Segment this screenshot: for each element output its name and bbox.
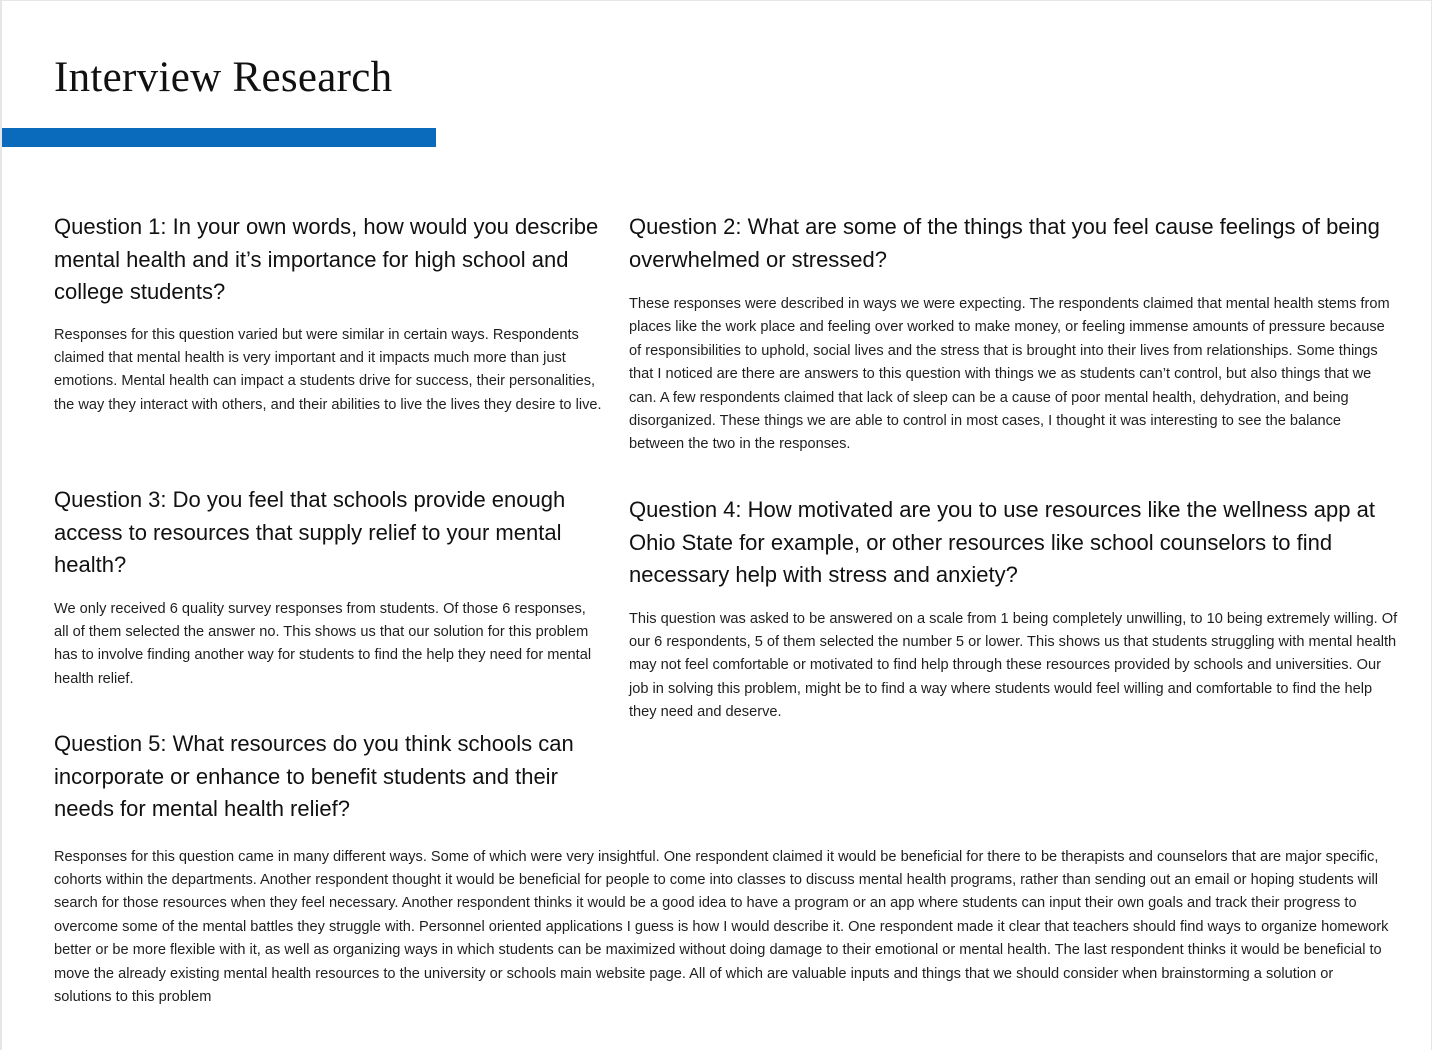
question-2-heading: Question 2: What are some of the things that you feel cause feelings of being overwhelmed or stressed? (629, 214, 1380, 272)
question-4-heading: Question 4: How motivated are you to use resources like the wellness app at Ohio State for example, or other resources like school counselors to find necessary help with stress and anxiety? (629, 497, 1375, 587)
page-border-top (0, 0, 1432, 1)
question-5-response: Responses for this question came in many different ways. Some of which were very insightful. One respondent claimed it would be beneficial for there to be therapists and counselors that are major specific, cohorts within the departments. Another respondent thought it would be beneficial for people to come into classes to discuss mental health programs, rather than sending out an email or hoping students will search for those resources when they feel necessary. Another respondent thinks it would be a good idea to have a program or an app where students can input their own goals and track their progress to overcome some of the mental battles they struggle with. Personnel oriented applications I guess is how I would describe it. One respondent made it clear that teachers should find ways to organize homework better or be more flexible with it, as well as organizing ways in which students can be maximized without doing damage to their emotional or mental health. The last respondent thinks it would be beneficial to move the already existing mental health resources to the university or schools main website page. All of which are valuable inputs and things that we should consider when brainstorming a solution or solutions to this problem (54, 848, 1389, 1005)
title-accent-bar (2, 128, 436, 147)
question-1-response: Responses for this question varied but were similar in certain ways. Respondents claimed that mental health is very important and it impacts much more than just emotions. Mental health can impact a students drive for success, their personalities, the way they interact with others, and their abilities to live the lives they desire to live. (54, 326, 602, 413)
page-border-left (0, 0, 2, 1050)
question-4-response: This question was asked to be answered on a scale from 1 being completely unwilling, to 10 being extremely willing. Of our 6 respondents, 5 of them selected the number 5 or lower. This shows us that students struggling with mental health may not feel comfortable or motivated to find help through these resources provided by schools and universities. Our job in solving this problem, might be to find a way where students would feel willing and comfortable to find the help they need and deserve. (629, 610, 1398, 721)
question-1-heading: Question 1: In your own words, how would you describe mental health and it’s importance for high school and college students? (54, 214, 599, 304)
question-3-section (54, 484, 602, 691)
question-5-heading: Question 5: What resources do you think schools can incorporate or enhance to benefit students and their needs for mental health relief? (54, 731, 574, 821)
question-3-response: We only received 6 quality survey responses from students. Of those 6 responses, all of them selected the answer no. This shows us that our solution for this problem has to involve finding another way for students to find the help they need for mental health relief. (54, 600, 592, 687)
question-4-section (629, 494, 1399, 725)
question-5-section (54, 728, 1394, 1009)
question-1-section (54, 211, 602, 417)
question-2-section (629, 211, 1399, 457)
question-2-response: These responses were described in ways we were expecting. The respondents claimed that mental health stems from places like the work place and feeling over worked to make money, or feeling immense amounts of pressure because of responsibilities to uphold, social lives and the stress that is brought into their lives from relationships. Some things that I noticed are there are answers to this question with things we as students can’t control, but also things that we can. A few respondents claimed that lack of sleep can be a cause of poor mental health, dehydration, and being disorganized. These things we are able to control in most cases, I thought it was interesting to see the balance between the two in the responses. (629, 296, 1390, 453)
page-title: Interview Research (54, 54, 393, 101)
question-3-heading: Question 3: Do you feel that schools provide enough access to resources that supply relief to your mental health? (54, 487, 566, 577)
